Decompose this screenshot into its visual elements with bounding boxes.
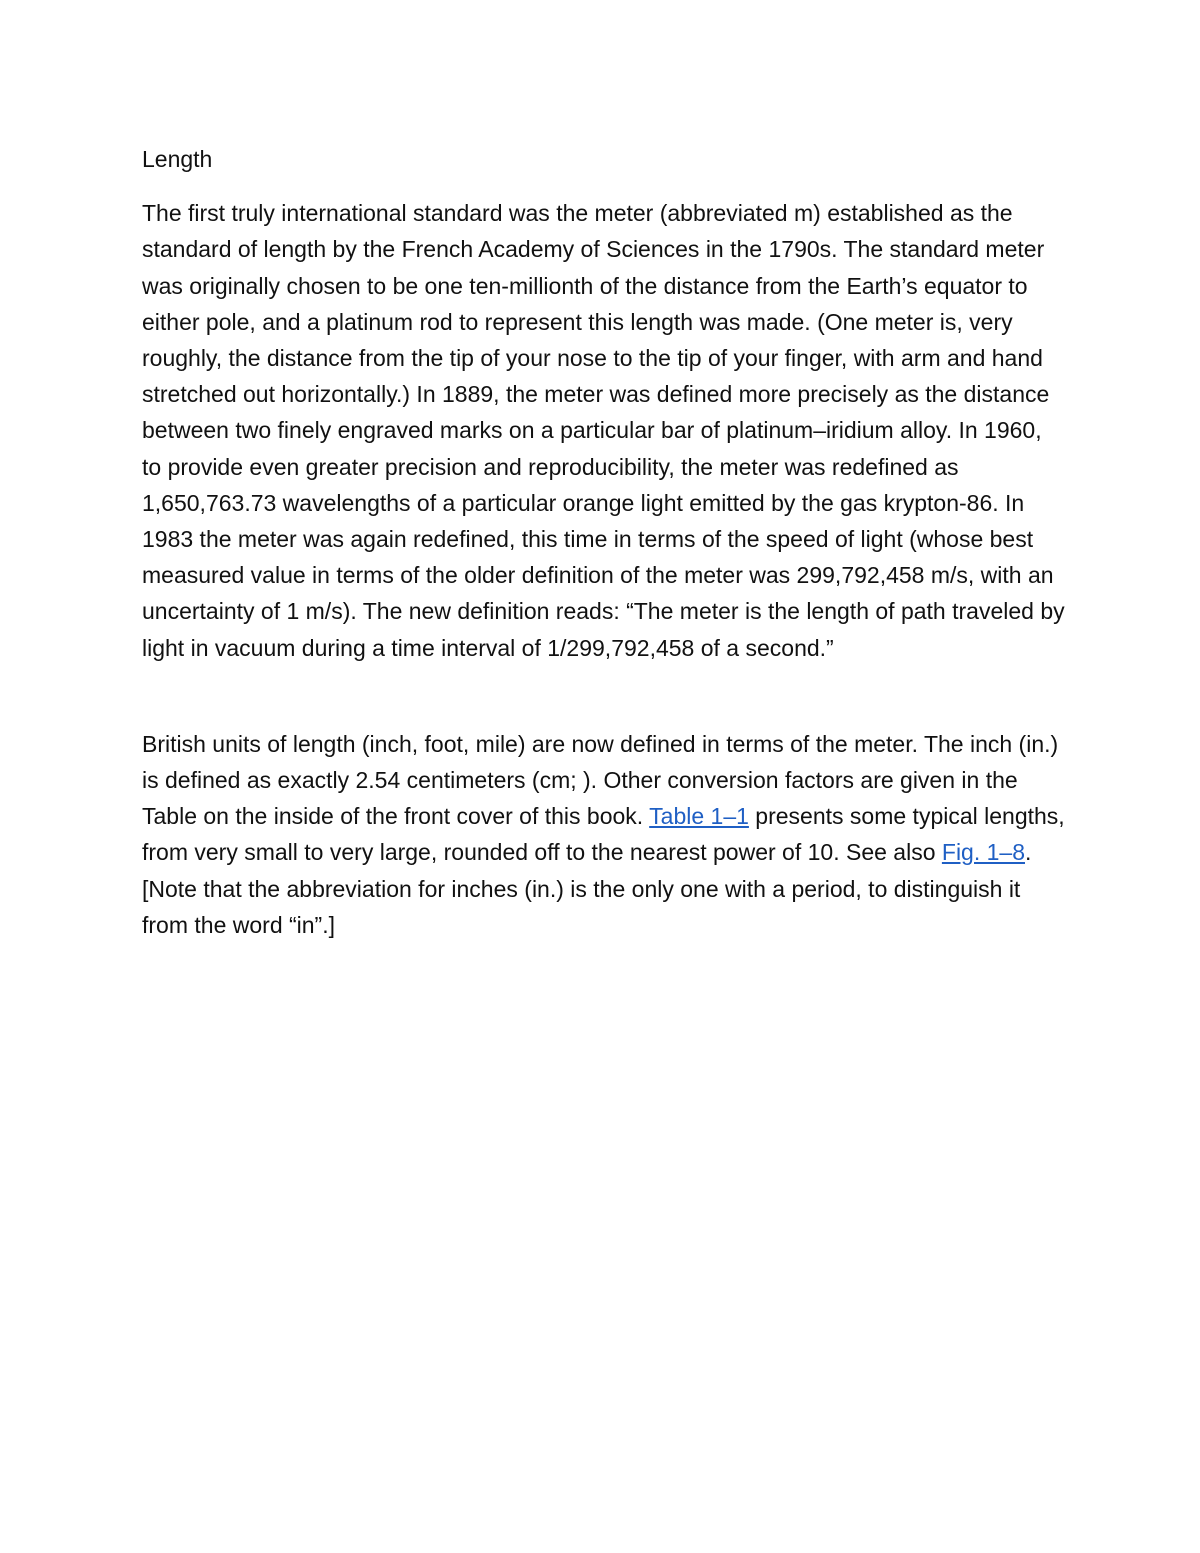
paragraph-spacer (142, 666, 1067, 726)
british-units-text-2: presents some typical lengths, from very small to very large, rounded off to the nearest power of 10. See also (142, 803, 1072, 866)
paragraph-british-units (142, 726, 1072, 943)
british-units-text-3: . [Note that the abbreviation for inches (in.) is the only one with a period, to distinguish it from the word “in”.] (142, 839, 1038, 938)
document-page (142, 141, 1072, 943)
fig-1-8-link[interactable]: Fig. 1–8 (941, 839, 1025, 866)
section-heading: Length (142, 146, 213, 172)
british-units-text-1: British units of length (inch, foot, mile) are now defined in terms of the meter. The inch (in.) is defined as exactly 2.54 centimeters (cm; ). Other conversion factors are given in the Table on the inside of the front cover of this book. (142, 730, 1065, 830)
paragraph-meter-history: The first truly international standard was the meter (abbreviated m) established as the standard of length by the French Academy of Sciences in the 1790s. The standard meter was originally chosen to be one ten-millionth of the distance from the Earth’s equator to either pole, and a platinum rod to represent this length was made. (One meter is, very roughly, the distance from the tip of your nose to the tip of your finger, with arm and hand stretched out horizontally.) In 1889, the meter was defined more precisely as the distance between two finely engraved marks on a particular bar of platinum–iridium alloy. In 1960, to provide even greater precision and reproducibility, the meter was redefined as 1,650,763.73 wavelengths of a particular orange light emitted by the gas krypton-86. In 1983 the meter was again redefined, this time in terms of the speed of light (whose best measured value in terms of the older definition of the meter was 299,792,458 m/s, with an uncertainty of 1 m/s). The new definition reads: “The meter is the length of path traveled by light in vacuum during a time interval of 1/299,792,458 of a second.” (142, 200, 1072, 661)
table-1-1-link[interactable]: Table 1–1 (649, 803, 749, 830)
